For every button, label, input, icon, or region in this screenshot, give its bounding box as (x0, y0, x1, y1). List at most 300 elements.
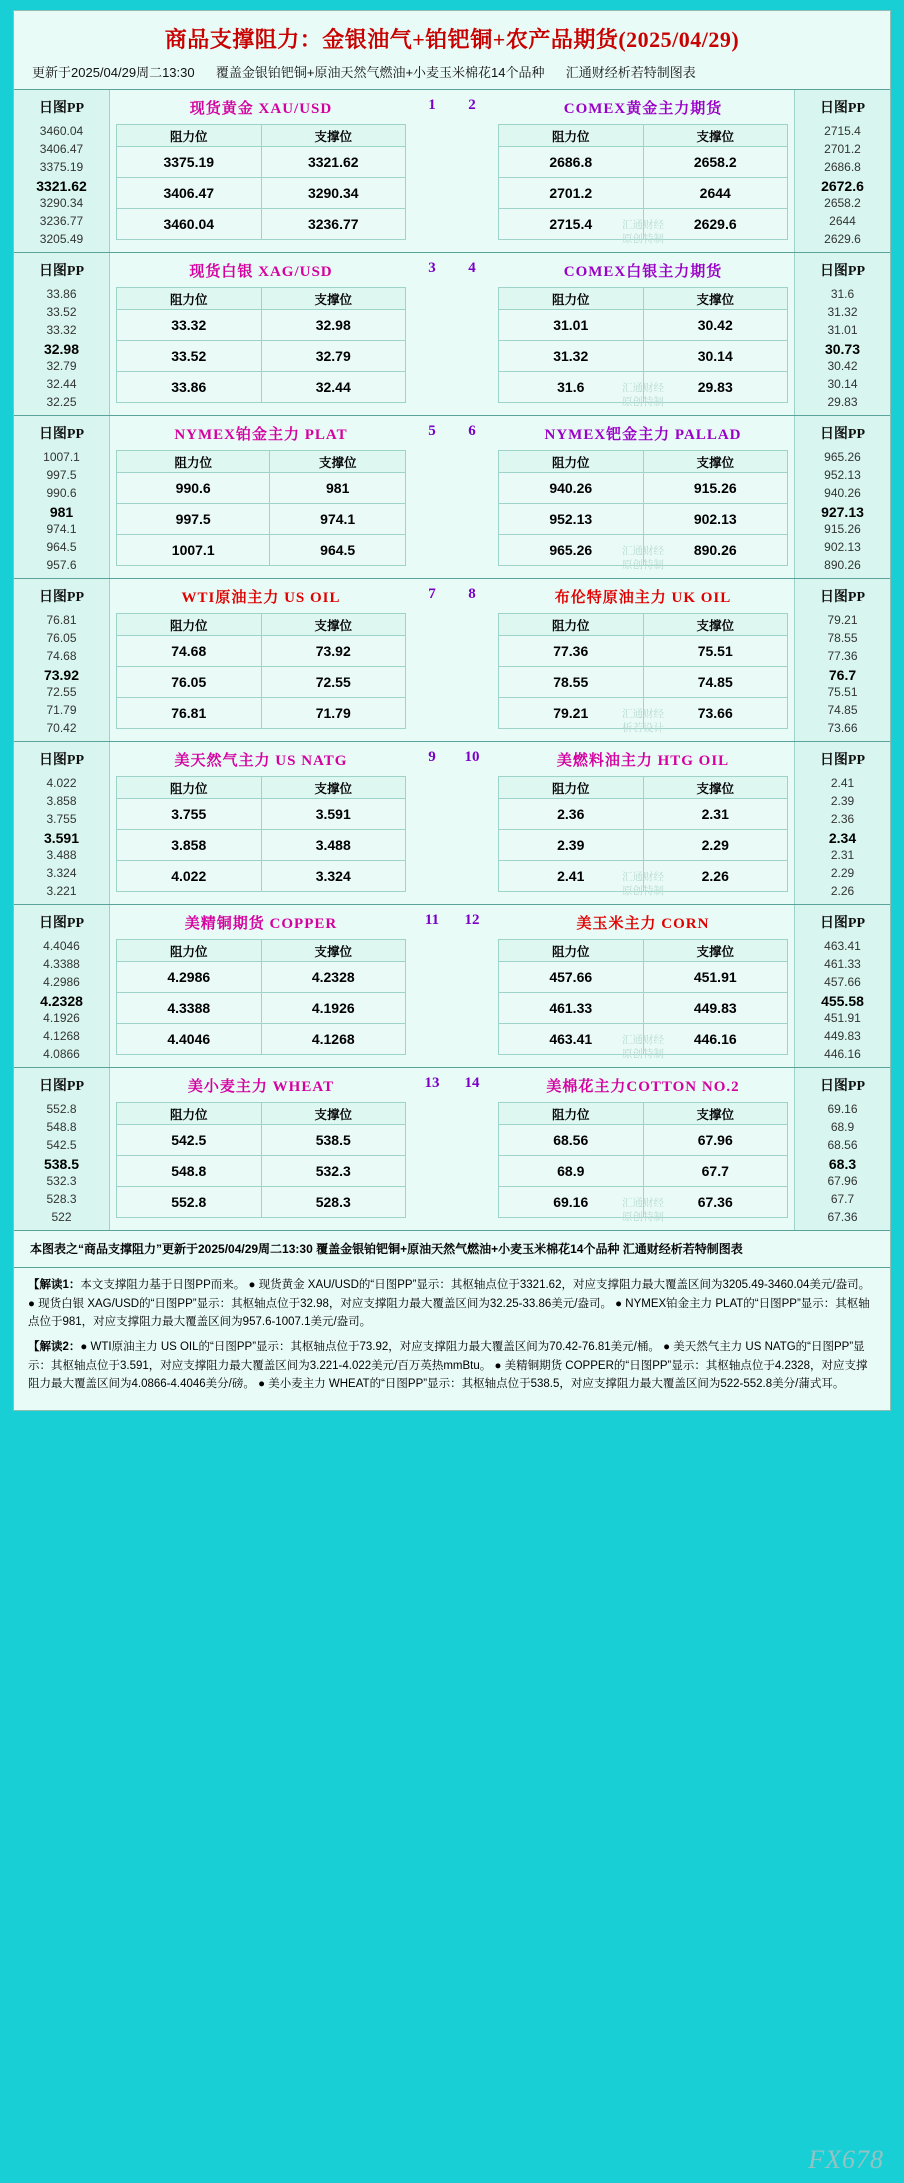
pivot-level-value: 4.022 (46, 776, 77, 790)
page-title: 商品支撑阻力：金银油气+铂钯铜+农产品期货(2025/04/29) (164, 27, 740, 52)
watermark-line-2: 原创特制 (622, 884, 664, 897)
col-header-resistance: 阻力位 (117, 777, 262, 799)
subtitle-source: 汇通财经析若特制图表 (565, 65, 696, 80)
support-value: 73.66 (643, 698, 788, 729)
pivot-level-value: 4.0866 (43, 1047, 80, 1061)
support-resistance-table (116, 287, 406, 403)
table-row (499, 341, 788, 372)
col-header-resistance: 阻力位 (117, 614, 262, 636)
table-row (499, 962, 788, 993)
support-value: 981 (270, 473, 406, 504)
pivot-side-right (794, 416, 890, 578)
col-header-support: 支撑位 (261, 614, 406, 636)
watermark (622, 218, 664, 246)
pane-index-column (452, 905, 492, 1067)
resistance-value: 463.41 (499, 1024, 644, 1055)
support-value: 2.29 (643, 830, 788, 861)
table-row (117, 1024, 406, 1055)
pivot-level-value: 449.83 (824, 1029, 861, 1043)
pivot-level-value: 2629.6 (824, 232, 861, 246)
pivot-level-value: 69.16 (827, 1102, 858, 1116)
watermark (622, 381, 664, 409)
pivot-level-value: 68.9 (830, 1120, 855, 1134)
col-header-resistance: 阻力位 (117, 940, 262, 962)
pivot-level-value: 2686.8 (824, 160, 861, 174)
table-row (117, 473, 406, 504)
col-header-support: 支撑位 (261, 288, 406, 310)
pivot-level-value: 4.2328 (40, 993, 83, 1009)
table-row (117, 667, 406, 698)
instrument-title: 美小麦主力 WHEAT (187, 1079, 335, 1095)
panes-row (110, 1068, 794, 1230)
panes-row (110, 905, 794, 1067)
pane-index-column (452, 742, 492, 904)
instrument-title: 美天然气主力 US NATG (174, 753, 348, 769)
support-value: 30.42 (643, 310, 788, 341)
subtitle-update-time: 更新于2025/04/29周二13:30 (32, 65, 195, 80)
pivot-levels-list (14, 122, 109, 248)
pivot-levels-list (795, 448, 890, 574)
col-header-support: 支撑位 (643, 125, 788, 147)
table-row (499, 799, 788, 830)
support-resistance-table (116, 776, 406, 892)
pivot-side-right (794, 579, 890, 741)
instrument-title: 美精铜期货 COPPER (184, 916, 338, 932)
page-subtitle (14, 60, 890, 89)
table-row (117, 1125, 406, 1156)
fx678-watermark: FX678 (808, 2145, 884, 2174)
table-row (117, 1156, 406, 1187)
report-card (13, 10, 891, 1411)
pivot-level-value: 67.7 (830, 1192, 855, 1206)
col-header-resistance: 阻力位 (499, 451, 644, 473)
pivot-level-value: 528.3 (46, 1192, 77, 1206)
resistance-value: 952.13 (499, 504, 644, 535)
resistance-value: 31.32 (499, 341, 644, 372)
table-row (117, 830, 406, 861)
pivot-level-value: 990.6 (46, 486, 77, 500)
pivot-level-value: 32.25 (46, 395, 77, 409)
table-row (499, 636, 788, 667)
watermark-line-2: 原创特制 (622, 232, 664, 245)
watermark-line-2: 原创特制 (622, 1047, 664, 1060)
support-value: 32.98 (261, 310, 406, 341)
pivot-level-value: 68.56 (827, 1138, 858, 1152)
pivot-level-value: 2.41 (830, 776, 855, 790)
pivot-side-left (14, 90, 110, 252)
pivot-level-value: 3375.19 (39, 160, 84, 174)
watermark-line-1: 汇通财经 (622, 707, 664, 720)
pivot-side-left (14, 416, 110, 578)
pivot-level-value: 78.55 (827, 631, 858, 645)
col-header-support: 支撑位 (643, 614, 788, 636)
pivot-level-value: 2672.6 (821, 178, 864, 194)
instrument-block (14, 904, 890, 1067)
pivot-levels-list (795, 937, 890, 1063)
support-value: 3.488 (261, 830, 406, 861)
pivot-level-value: 3460.04 (39, 124, 84, 138)
support-value: 29.83 (643, 372, 788, 403)
pivot-levels-list (795, 1100, 890, 1226)
subtitle-coverage: 覆盖金银铂钯铜+原油天然气燃油+小麦玉米棉花14个品种 (215, 65, 545, 80)
pivot-side-right (794, 1068, 890, 1230)
resistance-value: 69.16 (499, 1187, 644, 1218)
instrument-pane (110, 579, 412, 741)
instrument-title: COMEX白银主力期货 (563, 264, 723, 280)
watermark-line-1: 汇通财经 (622, 544, 664, 557)
watermark (622, 707, 664, 735)
col-header-support: 支撑位 (261, 125, 406, 147)
pivot-level-value: 3236.77 (39, 214, 84, 228)
table-row (117, 1187, 406, 1218)
col-header-resistance: 阻力位 (499, 125, 644, 147)
col-header-support: 支撑位 (643, 1103, 788, 1125)
support-value: 974.1 (270, 504, 406, 535)
pivot-level-value: 2.34 (828, 830, 857, 846)
support-value: 2658.2 (643, 147, 788, 178)
col-header-resistance: 阻力位 (117, 125, 262, 147)
col-header-resistance: 阻力位 (499, 940, 644, 962)
pane-index-left: 11 (424, 912, 440, 928)
pivot-levels-list (14, 774, 109, 900)
instrument-pane (110, 742, 412, 904)
pane-index-left: 9 (428, 749, 436, 765)
watermark-line-2: 原创特制 (622, 395, 664, 408)
pane-index-column (452, 1068, 492, 1230)
pivot-level-value: 957.6 (46, 558, 77, 572)
pivot-level-value: 463.41 (824, 939, 861, 953)
pivot-level-value: 73.66 (827, 721, 858, 735)
pane-index-column (452, 90, 492, 252)
side-header-label: 日图PP (38, 590, 85, 605)
pivot-levels-list (795, 774, 890, 900)
support-resistance-table (116, 939, 406, 1055)
col-header-resistance: 阻力位 (499, 614, 644, 636)
table-row (117, 147, 406, 178)
pivot-level-value: 940.26 (824, 486, 861, 500)
watermark-line-2: 原创特制 (622, 558, 664, 571)
resistance-value: 74.68 (117, 636, 262, 667)
instrument-pane (492, 253, 794, 415)
side-header-label: 日图PP (38, 1079, 85, 1094)
pivot-level-value: 30.42 (827, 359, 858, 373)
pane-index-left: 7 (428, 586, 436, 602)
pivot-level-value: 2.36 (830, 812, 855, 826)
pivot-levels-list (795, 122, 890, 248)
side-header-label: 日图PP (38, 101, 85, 116)
pivot-level-value: 79.21 (827, 613, 858, 627)
table-row (499, 1156, 788, 1187)
pivot-level-value: 30.14 (827, 377, 858, 391)
table-row (499, 473, 788, 504)
pane-index-column (412, 416, 452, 578)
support-value: 32.79 (261, 341, 406, 372)
pane-index-right: 10 (464, 749, 480, 765)
resistance-value: 33.52 (117, 341, 262, 372)
resistance-value: 548.8 (117, 1156, 262, 1187)
instrument-block (14, 578, 890, 741)
pivot-level-value: 952.13 (824, 468, 861, 482)
watermark-line-1: 汇通财经 (622, 870, 664, 883)
pivot-levels-list (14, 937, 109, 1063)
instrument-pane (110, 253, 412, 415)
support-value: 964.5 (270, 535, 406, 566)
resistance-value: 2.39 (499, 830, 644, 861)
instrument-title: 现货黄金 XAU/USD (189, 101, 333, 117)
pivot-side-left (14, 742, 110, 904)
pivot-levels-list (795, 285, 890, 411)
col-header-resistance: 阻力位 (499, 777, 644, 799)
resistance-value: 4.022 (117, 861, 262, 892)
pivot-level-value: 75.51 (827, 685, 858, 699)
resistance-value: 4.3388 (117, 993, 262, 1024)
support-value: 67.7 (643, 1156, 788, 1187)
pane-index-column (412, 742, 452, 904)
pivot-level-value: 461.33 (824, 957, 861, 971)
pane-index-column (452, 253, 492, 415)
support-value: 67.36 (643, 1187, 788, 1218)
pivot-level-value: 4.1926 (43, 1011, 80, 1025)
pivot-side-right (794, 253, 890, 415)
pivot-level-value: 538.5 (43, 1156, 80, 1172)
instrument-pane (492, 416, 794, 578)
panes-row (110, 742, 794, 904)
resistance-value: 77.36 (499, 636, 644, 667)
watermark (622, 870, 664, 898)
table-row (117, 962, 406, 993)
instrument-block (14, 252, 890, 415)
resistance-value: 4.4046 (117, 1024, 262, 1055)
pivot-level-value: 455.58 (821, 993, 864, 1009)
pane-index-column (412, 90, 452, 252)
col-header-resistance: 阻力位 (117, 288, 262, 310)
instrument-title: COMEX黄金主力期货 (563, 101, 723, 117)
col-header-support: 支撑位 (643, 777, 788, 799)
support-value: 3290.34 (261, 178, 406, 209)
pivot-level-value: 76.05 (46, 631, 77, 645)
support-value: 3236.77 (261, 209, 406, 240)
pivot-side-left (14, 905, 110, 1067)
pivot-level-value: 3.755 (46, 812, 77, 826)
resistance-value: 31.6 (499, 372, 644, 403)
instrument-title: 布伦特原油主力 UK OIL (554, 590, 732, 606)
pivot-level-value: 522 (51, 1210, 72, 1224)
note-1-lead: 【解读1： (28, 1279, 81, 1291)
pane-index-right: 6 (468, 423, 476, 439)
support-resistance-table (116, 1102, 406, 1218)
resistance-value: 3.858 (117, 830, 262, 861)
col-header-support: 支撑位 (261, 1103, 406, 1125)
support-value: 74.85 (643, 667, 788, 698)
resistance-value: 33.32 (117, 310, 262, 341)
resistance-value: 2.36 (499, 799, 644, 830)
table-row (499, 1125, 788, 1156)
support-value: 532.3 (261, 1156, 406, 1187)
pivot-level-value: 451.91 (824, 1011, 861, 1025)
resistance-value: 965.26 (499, 535, 644, 566)
pivot-level-value: 4.4046 (43, 939, 80, 953)
watermark-line-2: 原创特制 (622, 1210, 664, 1223)
col-header-resistance: 阻力位 (499, 288, 644, 310)
pivot-level-value: 915.26 (824, 522, 861, 536)
panes-row (110, 90, 794, 252)
pivot-level-value: 31.32 (827, 305, 858, 319)
col-header-support: 支撑位 (270, 451, 406, 473)
pivot-level-value: 4.2986 (43, 975, 80, 989)
resistance-value: 3375.19 (117, 147, 262, 178)
col-header-support: 支撑位 (643, 940, 788, 962)
pivot-levels-list (14, 611, 109, 737)
note-1-text: 本文支撑阻力基于日图PP而来。 ● 现货黄金 XAU/USD的“日图PP”显示：其枢轴点位于3321.62，对应支撑阻力最大覆盖区间为3205.49-3460.04美元/盎司。 ● 现货白银 XAG/USD的“日图PP”显示：其枢轴点位于32.98，对应支撑阻力最大覆盖区间为32.25-33.86美元/盎司。 ● NYMEX铂金主力 PLAT的“日图PP”显示：其枢轴点位于981，对应支撑阻力最大覆盖区间为957.6-1007.1美元/盎司。 (28, 1279, 871, 1329)
col-header-resistance: 阻力位 (117, 1103, 262, 1125)
resistance-value: 79.21 (499, 698, 644, 729)
pivot-level-value: 2644 (829, 214, 856, 228)
pivot-level-value: 68.3 (828, 1156, 857, 1172)
pivot-level-value: 74.68 (46, 649, 77, 663)
pivot-level-value: 33.32 (46, 323, 77, 337)
pivot-levels-list (14, 285, 109, 411)
col-header-support: 支撑位 (261, 777, 406, 799)
table-row (117, 310, 406, 341)
resistance-value: 2715.4 (499, 209, 644, 240)
table-row (499, 993, 788, 1024)
support-value: 3321.62 (261, 147, 406, 178)
side-header-label: 日图PP (819, 101, 866, 116)
table-row (117, 504, 406, 535)
side-header-label: 日图PP (38, 427, 85, 442)
instrument-title: 现货白银 XAG/USD (189, 264, 333, 280)
pivot-level-value: 4.3388 (43, 957, 80, 971)
resistance-value: 68.56 (499, 1125, 644, 1156)
pivot-level-value: 2.26 (830, 884, 855, 898)
pane-index-column (412, 1068, 452, 1230)
resistance-value: 76.81 (117, 698, 262, 729)
pivot-level-value: 3.221 (46, 884, 77, 898)
pane-index-right: 2 (468, 97, 476, 113)
col-header-support: 支撑位 (643, 288, 788, 310)
pivot-side-left (14, 1068, 110, 1230)
pivot-level-value: 1007.1 (43, 450, 80, 464)
pivot-level-value: 72.55 (46, 685, 77, 699)
note-2-text: ● WTI原油主力 US OIL的“日图PP”显示：其枢轴点位于73.92，对应支撑阻力最大覆盖区间为70.42-76.81美元/桶。 ● 美天然气主力 US NATG的“日图PP”显示：其枢轴点位于3.591，对应支撑阻力最大覆盖区间为3.221-4.022美元/百万英热mmBtu。 ● 美精铜期货 COPPER的“日图PP”显示：其枢轴点位于4.2328，对应支撑阻力最大覆盖区间为4.0866-4.4046美分/磅。 ● 美小麦主力 WHEAT的“日图PP”显示：其枢轴点位于538.5，对应支撑阻力最大覆盖区间为522-552.8美分/蒲式耳。 (28, 1340, 868, 1391)
table-row (117, 636, 406, 667)
pivot-level-value: 77.36 (827, 649, 858, 663)
pivot-level-value: 33.52 (46, 305, 77, 319)
pivot-level-value: 2.31 (830, 848, 855, 862)
pivot-level-value: 2.29 (830, 866, 855, 880)
pivot-level-value: 927.13 (821, 504, 864, 520)
table-row (499, 667, 788, 698)
pane-index-right: 4 (468, 260, 476, 276)
watermark-line-1: 汇通财经 (622, 1196, 664, 1209)
instrument-pane (492, 579, 794, 741)
watermark-line-1: 汇通财经 (622, 381, 664, 394)
pivot-level-value: 890.26 (824, 558, 861, 572)
support-value: 3.591 (261, 799, 406, 830)
pivot-level-value: 3406.47 (39, 142, 84, 156)
pivot-side-right (794, 90, 890, 252)
pane-index-left: 1 (428, 97, 436, 113)
pane-index-right: 8 (468, 586, 476, 602)
pivot-level-value: 974.1 (46, 522, 77, 536)
pivot-level-value: 4.1268 (43, 1029, 80, 1043)
pivot-level-value: 31.01 (827, 323, 858, 337)
blocks-container (14, 89, 890, 1230)
support-value: 3.324 (261, 861, 406, 892)
pivot-level-value: 32.79 (46, 359, 77, 373)
resistance-value: 990.6 (117, 473, 270, 504)
col-header-resistance: 阻力位 (499, 1103, 644, 1125)
support-value: 71.79 (261, 698, 406, 729)
instrument-pane (492, 905, 794, 1067)
pane-index-right: 12 (464, 912, 480, 928)
side-header-label: 日图PP (819, 1079, 866, 1094)
support-value: 73.92 (261, 636, 406, 667)
pivot-level-value: 73.92 (43, 667, 80, 683)
instrument-pane (110, 905, 412, 1067)
support-value: 451.91 (643, 962, 788, 993)
instrument-block (14, 415, 890, 578)
pivot-level-value: 3290.34 (39, 196, 84, 210)
note-2-lead: 【解读2： (28, 1340, 81, 1353)
pivot-level-value: 3.858 (46, 794, 77, 808)
panes-row (110, 253, 794, 415)
pivot-level-value: 3.488 (46, 848, 77, 862)
instrument-title: 美玉米主力 CORN (576, 916, 710, 932)
table-row (499, 504, 788, 535)
pivot-levels-list (14, 448, 109, 574)
table-row (499, 178, 788, 209)
pivot-level-value: 548.8 (46, 1120, 77, 1134)
note-2 (28, 1338, 876, 1394)
instrument-block (14, 1067, 890, 1230)
side-header-label: 日图PP (819, 427, 866, 442)
pivot-level-value: 3.591 (43, 830, 80, 846)
instrument-title: NYMEX铂金主力 PLAT (174, 427, 348, 443)
watermark-line-1: 汇通财经 (622, 218, 664, 231)
pivot-level-value: 552.8 (46, 1102, 77, 1116)
pivot-level-value: 2.39 (830, 794, 855, 808)
table-row (117, 178, 406, 209)
resistance-value: 997.5 (117, 504, 270, 535)
pivot-level-value: 3321.62 (36, 178, 87, 194)
resistance-value: 940.26 (499, 473, 644, 504)
instrument-block (14, 89, 890, 252)
table-row (117, 341, 406, 372)
pane-index-left: 3 (428, 260, 436, 276)
pivot-level-value: 964.5 (46, 540, 77, 554)
instrument-pane (110, 1068, 412, 1230)
support-value: 538.5 (261, 1125, 406, 1156)
resistance-value: 4.2986 (117, 962, 262, 993)
instrument-pane (492, 90, 794, 252)
pivot-level-value: 2701.2 (824, 142, 861, 156)
side-header-label: 日图PP (819, 590, 866, 605)
support-value: 2.26 (643, 861, 788, 892)
support-resistance-table (116, 613, 406, 729)
instrument-pane (110, 90, 412, 252)
support-value: 449.83 (643, 993, 788, 1024)
support-value: 2.31 (643, 799, 788, 830)
support-value: 890.26 (643, 535, 788, 566)
resistance-value: 461.33 (499, 993, 644, 1024)
support-value: 67.96 (643, 1125, 788, 1156)
instrument-title: 美燃料油主力 HTG OIL (556, 753, 730, 769)
resistance-value: 2686.8 (499, 147, 644, 178)
resistance-value: 1007.1 (117, 535, 270, 566)
table-row (117, 993, 406, 1024)
pivot-level-value: 2658.2 (824, 196, 861, 210)
